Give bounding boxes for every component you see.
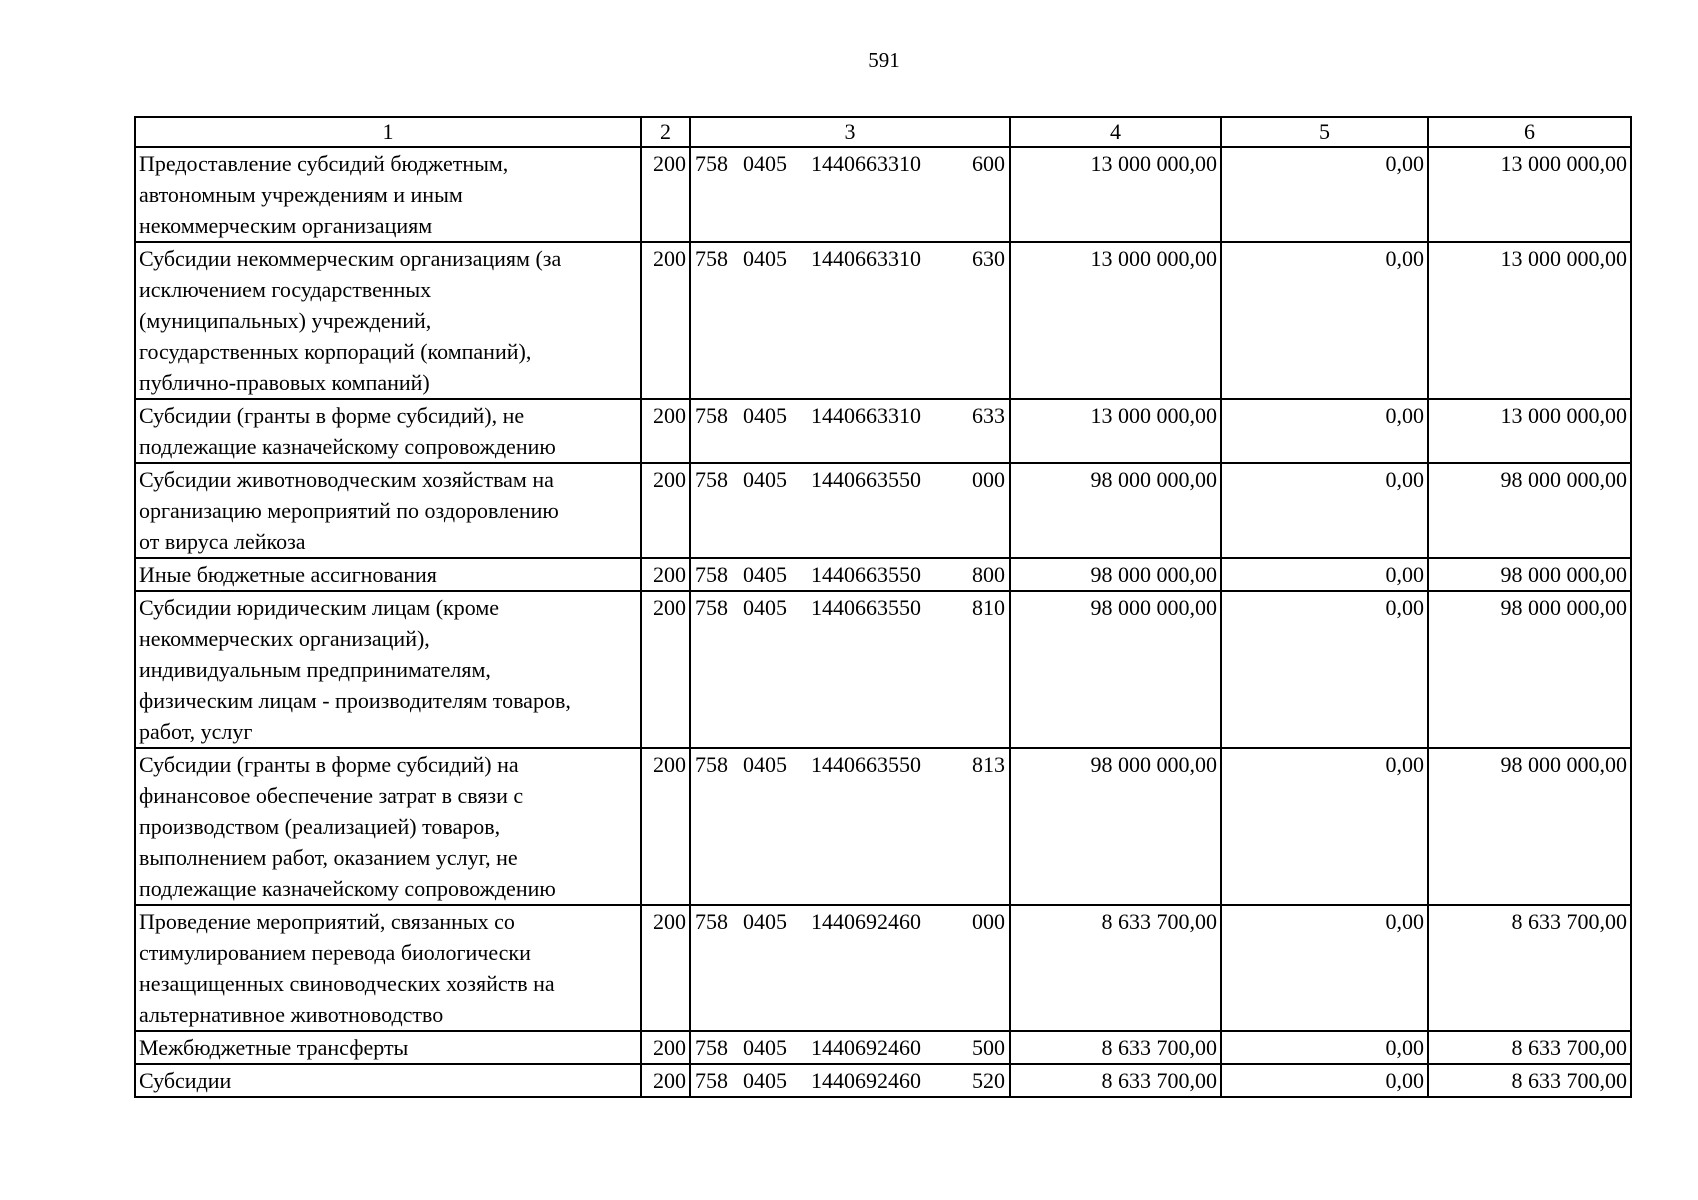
cell-code xyxy=(690,591,1010,748)
page-number: 591 xyxy=(868,48,900,72)
code-expense-type: 630 xyxy=(972,246,1005,271)
row-name xyxy=(135,463,641,558)
table-row xyxy=(135,905,1631,1031)
table-row xyxy=(135,242,1631,399)
code-expense-type: 810 xyxy=(972,595,1005,620)
cell-col4: 98 000 000,00 xyxy=(1010,463,1221,558)
cell-col6: 98 000 000,00 xyxy=(1428,463,1631,558)
row-name-line: Предоставление субсидий бюджетным, xyxy=(139,151,509,176)
code-admin: 758 xyxy=(695,1035,728,1060)
code-admin: 758 xyxy=(695,752,728,777)
code-admin: 758 xyxy=(695,246,728,271)
cell-code xyxy=(690,905,1010,1031)
row-name-line: производством (реализацией) товаров, xyxy=(139,814,501,839)
table-row xyxy=(135,463,1631,558)
cell-code xyxy=(690,558,1010,591)
code-admin: 758 xyxy=(695,562,728,587)
cell-col2: 200 xyxy=(641,748,690,905)
column-header-6: 6 xyxy=(1428,117,1631,147)
code-section: 0405 xyxy=(743,595,787,620)
cell-col4: 13 000 000,00 xyxy=(1010,242,1221,399)
code-target: 1440663310 xyxy=(811,246,921,271)
row-name-line: подлежащие казначейскому сопровождению xyxy=(139,876,556,901)
column-header-3: 3 xyxy=(690,117,1010,147)
code-section: 0405 xyxy=(743,246,787,271)
row-name-line: Межбюджетные трансферты xyxy=(139,1035,409,1060)
cell-col6: 8 633 700,00 xyxy=(1428,1064,1631,1097)
code-expense-type: 500 xyxy=(972,1035,1005,1060)
row-name-line: Субсидии (гранты в форме субсидий), не xyxy=(139,403,525,428)
cell-col2: 200 xyxy=(641,399,690,463)
code-admin: 758 xyxy=(695,909,728,934)
row-name-line: государственных корпораций (компаний), xyxy=(139,339,532,364)
header-row xyxy=(135,117,1631,147)
code-admin: 758 xyxy=(695,403,728,428)
budget-table xyxy=(134,116,1632,1098)
row-name-line: некоммерческих организаций), xyxy=(139,626,430,651)
row-name-line: автономным учреждениям и иным xyxy=(139,182,463,207)
code-expense-type: 633 xyxy=(972,403,1005,428)
row-name-line: подлежащие казначейскому сопровождению xyxy=(139,434,556,459)
cell-col6: 98 000 000,00 xyxy=(1428,591,1631,748)
cell-code xyxy=(690,748,1010,905)
cell-col2: 200 xyxy=(641,591,690,748)
row-name-line: работ, услуг xyxy=(139,719,253,744)
table-row xyxy=(135,748,1631,905)
cell-col2: 200 xyxy=(641,463,690,558)
code-section: 0405 xyxy=(743,1035,787,1060)
cell-col5: 0,00 xyxy=(1221,1031,1428,1064)
cell-code xyxy=(690,242,1010,399)
row-name-line: от вируса лейкоза xyxy=(139,529,306,554)
row-name-line: Проведение мероприятий, связанных со xyxy=(139,909,515,934)
row-name xyxy=(135,591,641,748)
cell-col6: 98 000 000,00 xyxy=(1428,748,1631,905)
cell-col2: 200 xyxy=(641,1064,690,1097)
cell-col6: 13 000 000,00 xyxy=(1428,242,1631,399)
table-row xyxy=(135,399,1631,463)
column-header-4: 4 xyxy=(1010,117,1221,147)
row-name-line: Субсидии некоммерческим организациям (за xyxy=(139,246,562,271)
cell-col5: 0,00 xyxy=(1221,905,1428,1031)
code-target: 1440692460 xyxy=(811,1035,921,1060)
code-expense-type: 600 xyxy=(972,151,1005,176)
cell-col4: 8 633 700,00 xyxy=(1010,1064,1221,1097)
row-name-line: публично-правовых компаний) xyxy=(139,370,430,395)
row-name-line: Субсидии юридическим лицам (кроме xyxy=(139,595,500,620)
cell-col2: 200 xyxy=(641,147,690,242)
cell-col5: 0,00 xyxy=(1221,399,1428,463)
row-name-line: организацию мероприятий по оздоровлению xyxy=(139,498,559,523)
code-target: 1440663550 xyxy=(811,752,921,777)
cell-code xyxy=(690,1064,1010,1097)
table-row xyxy=(135,591,1631,748)
table-row xyxy=(135,558,1631,591)
cell-col5: 0,00 xyxy=(1221,463,1428,558)
cell-col6: 13 000 000,00 xyxy=(1428,399,1631,463)
code-target: 1440663310 xyxy=(811,403,921,428)
row-name-line: Субсидии животноводческим хозяйствам на xyxy=(139,467,554,492)
cell-col6: 13 000 000,00 xyxy=(1428,147,1631,242)
code-target: 1440692460 xyxy=(811,1068,921,1093)
code-expense-type: 000 xyxy=(972,909,1005,934)
code-expense-type: 813 xyxy=(972,752,1005,777)
cell-col5: 0,00 xyxy=(1221,558,1428,591)
row-name-line: выполнением работ, оказанием услуг, не xyxy=(139,845,518,870)
code-target: 1440663550 xyxy=(811,562,921,587)
code-section: 0405 xyxy=(743,752,787,777)
cell-col4: 8 633 700,00 xyxy=(1010,1031,1221,1064)
cell-col2: 200 xyxy=(641,905,690,1031)
table-row xyxy=(135,1064,1631,1097)
row-name-line: Субсидии (гранты в форме субсидий) на xyxy=(139,752,519,777)
row-name-line: Иные бюджетные ассигнования xyxy=(139,562,437,587)
cell-col4: 98 000 000,00 xyxy=(1010,558,1221,591)
code-target: 1440692460 xyxy=(811,909,921,934)
cell-code xyxy=(690,1031,1010,1064)
code-admin: 758 xyxy=(695,1068,728,1093)
cell-code xyxy=(690,463,1010,558)
cell-col2: 200 xyxy=(641,1031,690,1064)
cell-col6: 8 633 700,00 xyxy=(1428,1031,1631,1064)
table-row xyxy=(135,1031,1631,1064)
column-header-2: 2 xyxy=(641,117,690,147)
row-name xyxy=(135,748,641,905)
cell-col4: 13 000 000,00 xyxy=(1010,399,1221,463)
cell-col5: 0,00 xyxy=(1221,1064,1428,1097)
cell-col6: 98 000 000,00 xyxy=(1428,558,1631,591)
row-name xyxy=(135,147,641,242)
code-admin: 758 xyxy=(695,467,728,492)
code-expense-type: 800 xyxy=(972,562,1005,587)
code-target: 1440663550 xyxy=(811,467,921,492)
row-name-line: финансовое обеспечение затрат в связи с xyxy=(139,783,524,808)
cell-col5: 0,00 xyxy=(1221,147,1428,242)
row-name-line: альтернативное животноводство xyxy=(139,1002,444,1027)
cell-col6: 8 633 700,00 xyxy=(1428,905,1631,1031)
code-section: 0405 xyxy=(743,467,787,492)
code-section: 0405 xyxy=(743,151,787,176)
cell-col5: 0,00 xyxy=(1221,242,1428,399)
cell-col4: 13 000 000,00 xyxy=(1010,147,1221,242)
column-header-1: 1 xyxy=(135,117,641,147)
code-section: 0405 xyxy=(743,1068,787,1093)
row-name-line: Субсидии xyxy=(139,1068,232,1093)
code-admin: 758 xyxy=(695,595,728,620)
cell-col4: 98 000 000,00 xyxy=(1010,748,1221,905)
row-name-line: физическим лицам - производителям товаров, xyxy=(139,688,571,713)
cell-col5: 0,00 xyxy=(1221,591,1428,748)
cell-col2: 200 xyxy=(641,242,690,399)
row-name-line: индивидуальным предпринимателям, xyxy=(139,657,491,682)
code-admin: 758 xyxy=(695,151,728,176)
code-target: 1440663310 xyxy=(811,151,921,176)
cell-col4: 98 000 000,00 xyxy=(1010,591,1221,748)
code-section: 0405 xyxy=(743,909,787,934)
cell-col2: 200 xyxy=(641,558,690,591)
row-name-line: (муниципальных) учреждений, xyxy=(139,308,432,333)
cell-code xyxy=(690,147,1010,242)
row-name xyxy=(135,1064,641,1097)
cell-col5: 0,00 xyxy=(1221,748,1428,905)
column-header-5: 5 xyxy=(1221,117,1428,147)
row-name xyxy=(135,1031,641,1064)
row-name xyxy=(135,558,641,591)
row-name xyxy=(135,905,641,1031)
cell-code xyxy=(690,399,1010,463)
row-name-line: незащищенных свиноводческих хозяйств на xyxy=(139,971,555,996)
row-name-line: стимулированием перевода биологически xyxy=(139,940,531,965)
row-name xyxy=(135,242,641,399)
cell-col4: 8 633 700,00 xyxy=(1010,905,1221,1031)
code-section: 0405 xyxy=(743,403,787,428)
row-name-line: некоммерческим организациям xyxy=(139,213,433,238)
row-name xyxy=(135,399,641,463)
code-expense-type: 520 xyxy=(972,1068,1005,1093)
code-target: 1440663550 xyxy=(811,595,921,620)
code-section: 0405 xyxy=(743,562,787,587)
code-expense-type: 000 xyxy=(972,467,1005,492)
table-row xyxy=(135,147,1631,242)
row-name-line: исключением государственных xyxy=(139,277,432,302)
